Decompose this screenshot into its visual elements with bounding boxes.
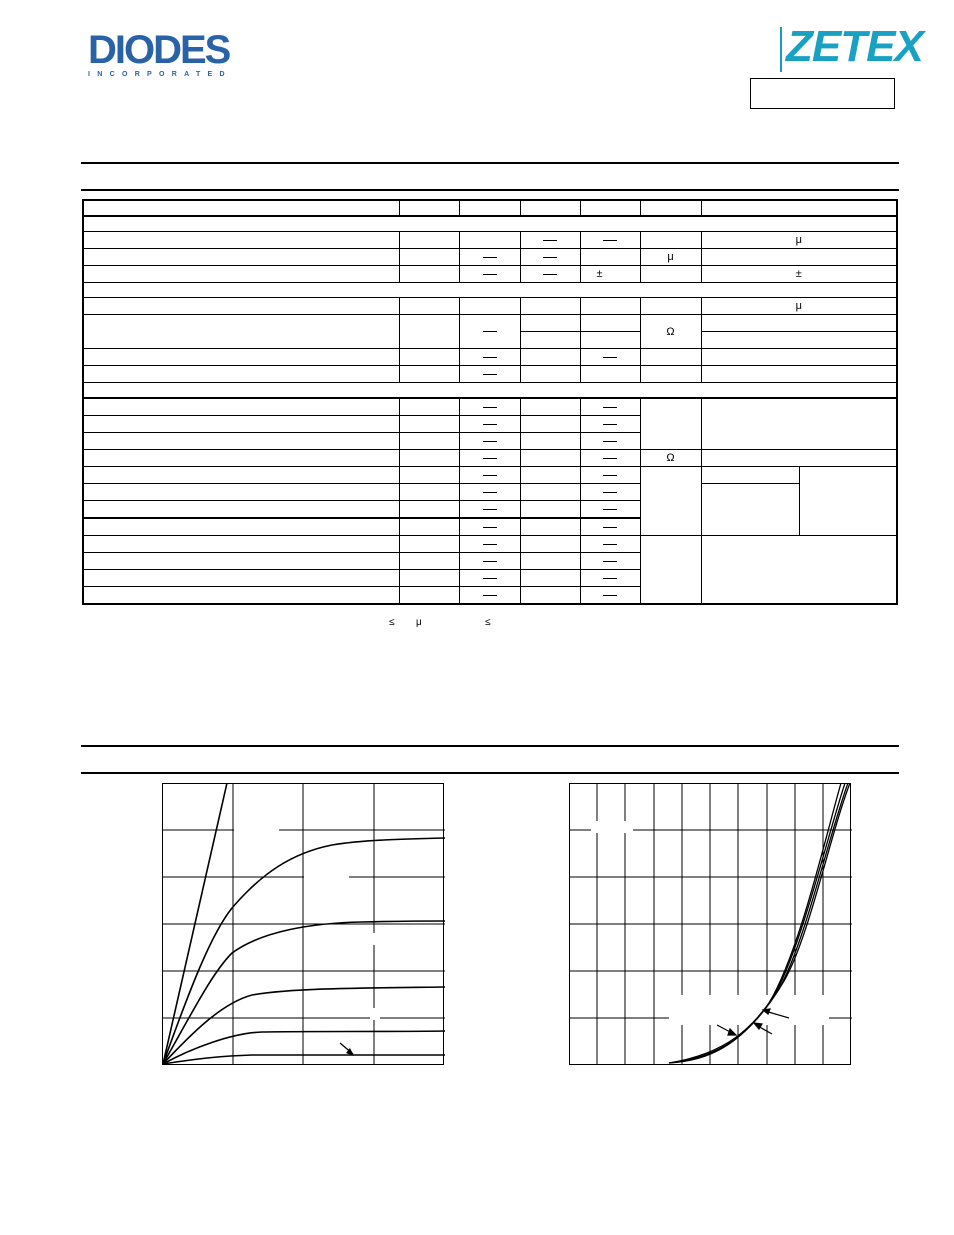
- plus-minus: ±: [596, 268, 603, 280]
- footnote-mu: μ: [416, 617, 422, 628]
- table-row: [83, 366, 897, 383]
- zetex-logo-bar: [780, 27, 782, 72]
- cond-plus-minus: ±: [795, 268, 802, 280]
- table-header-row: [83, 200, 897, 216]
- diodes-logo-text: DIODES: [88, 28, 230, 72]
- table-footnote: [82, 617, 898, 631]
- table-row: [83, 467, 897, 484]
- table-row: [83, 315, 897, 332]
- section-rule-bottom: [81, 189, 899, 191]
- table-row: [83, 484, 897, 501]
- electrical-characteristics-table: [82, 199, 898, 605]
- output-characteristics-graph: [162, 783, 445, 1065]
- diodes-logo-subtext: INCORPORATED: [88, 71, 232, 78]
- table-row: [83, 349, 897, 366]
- footnote-le-1: ≤: [389, 617, 395, 628]
- graph-section-rule-top: [81, 745, 899, 747]
- table-row: [83, 450, 897, 467]
- ohm-symbol-2: Ω: [666, 452, 675, 464]
- graph-section-rule-bottom: [81, 772, 899, 774]
- section-rule-top: [81, 162, 899, 164]
- diodes-logo: [88, 30, 258, 80]
- transfer-characteristics-graph: [569, 783, 852, 1065]
- table-section-row: [83, 383, 897, 399]
- table-row: [83, 249, 897, 266]
- cond-mu: μ: [795, 234, 802, 246]
- footnote-le-2: ≤: [485, 617, 491, 628]
- table-section-row: [83, 283, 897, 298]
- table-row: [83, 298, 897, 315]
- table-row: [83, 266, 897, 283]
- table-row: [83, 536, 897, 553]
- zetex-logo: ZETEX: [786, 22, 923, 71]
- ohm-symbol: Ω: [666, 325, 675, 338]
- table-row: [83, 232, 897, 249]
- table-row: [83, 398, 897, 416]
- unit-mu: μ: [667, 251, 674, 263]
- cond-mu-2: μ: [795, 300, 802, 312]
- part-number-box: [750, 78, 895, 109]
- table-section-row: [83, 216, 897, 232]
